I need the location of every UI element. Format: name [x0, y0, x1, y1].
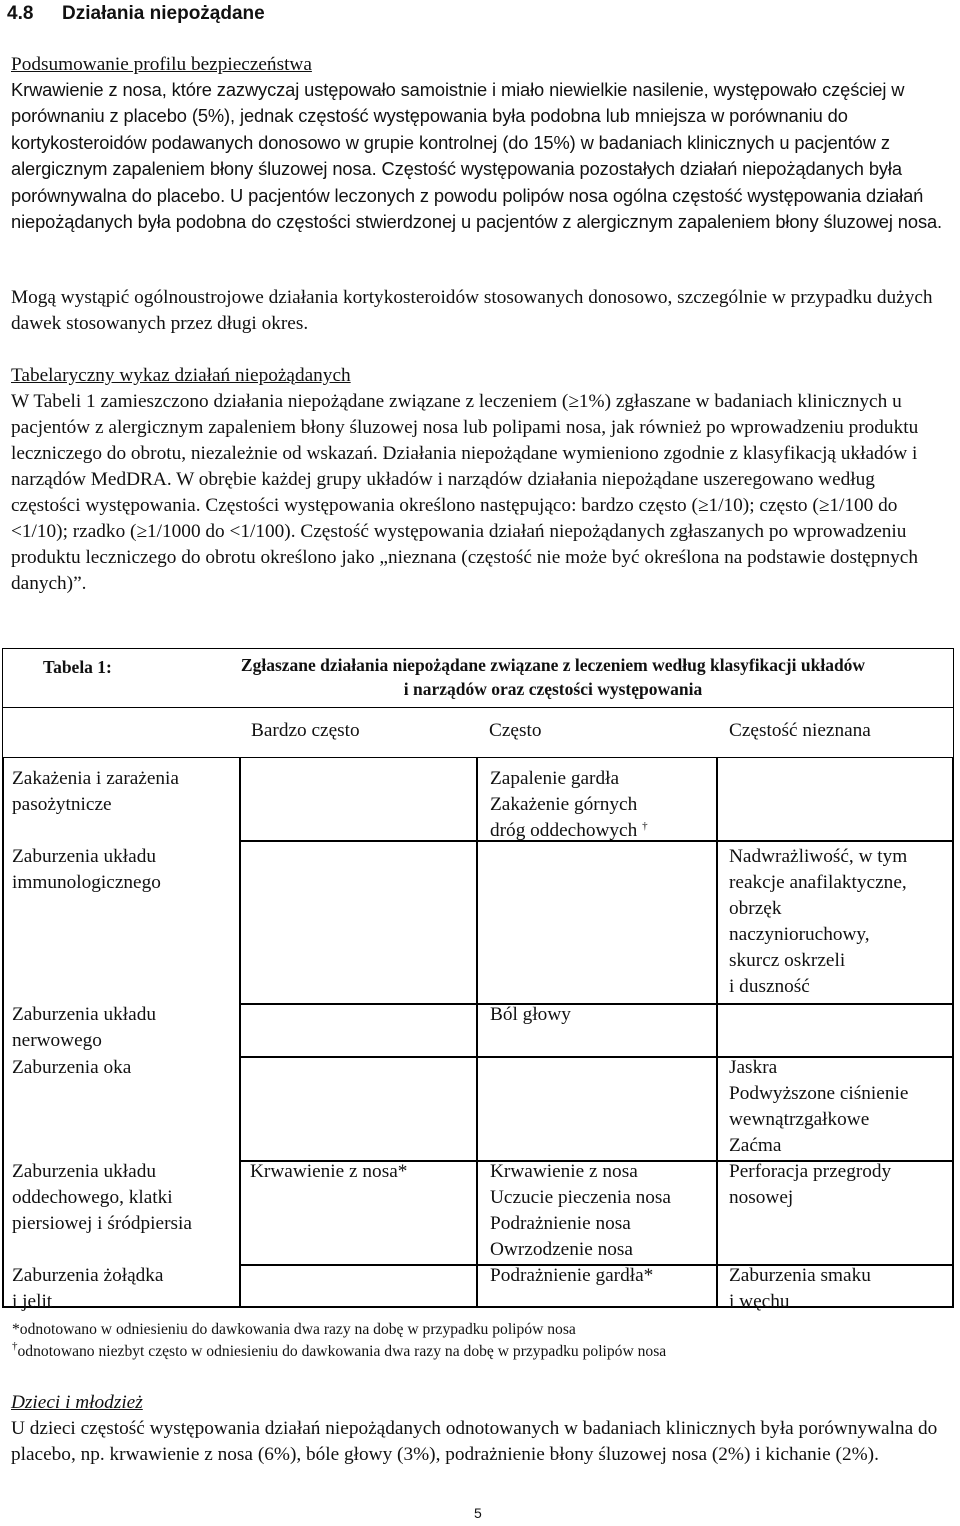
header-unknown: Częstość nieznana [729, 720, 871, 741]
table-row: Zakażenia i zarażenia pasożytnicze [12, 768, 179, 815]
row5-very-common: Krwawienie z nosa* [250, 1161, 408, 1182]
table-row: Zaburzenia układu nerwowego [12, 1004, 157, 1051]
row6-common: Podrażnienie gardła* [490, 1265, 654, 1286]
children-heading: Dzieci i młodzież [11, 1392, 143, 1413]
adverse-reactions-table [2, 648, 954, 1360]
header-very-common: Bardzo często [251, 720, 360, 741]
children-paragraph: U dzieci częstość występowania działań niepożądanych odnotowanych w badaniach klinicznych była porównywalna do placebo, np. krwawienie z nosa (6%), bóle głowy (3%), podrażnienie błony śluzowej nosa (2%) i kichanie (2%). [11, 1418, 938, 1465]
safety-paragraph-2: Mogą wystąpić ogólnoustrojowe działania kortykosteroidów stosowanych donosowo, szczególnie w przypadku dużych dawek stosowanych przez długi okres. [11, 287, 933, 334]
row1-common: Zapalenie gardła Zakażenie górnych dróg oddechowych † [490, 768, 648, 841]
row2-unknown: Nadwrażliwość, w tym reakcje anafilaktyczne, obrzęk naczynioruchowy, skurcz oskrzeli i duszność [729, 846, 908, 997]
footnote-1: *odnotowano w odniesieniu do dawkowania dwa razy na dobę w przypadku polipów nosa [12, 1321, 576, 1338]
row4-unknown: Jaskra Podwyższone ciśnienie wewnątrzgałkowe Zaćma [729, 1057, 909, 1156]
header-common: Często [489, 720, 542, 741]
table-row: Zaburzenia oka [12, 1057, 132, 1078]
table-header-row [2, 708, 954, 758]
safety-heading: Podsumowanie profilu bezpieczeństwa [11, 54, 312, 75]
section-heading [7, 0, 951, 32]
row5-common: Krwawienie z nosa Uczucie pieczenia nosa Podrażnienie nosa Owrzodzenie nosa [490, 1161, 671, 1260]
section-number: 4.8 [7, 3, 34, 24]
table-title-line-2: i narządów oraz częstości występowania [403, 679, 703, 699]
table-title [163, 653, 943, 701]
section-title: Działania niepożądane [62, 3, 265, 24]
document-body [7, 0, 951, 594]
table-row: Zaburzenia układu oddechowego, klatki piersiowej i śródpiersia [12, 1161, 192, 1234]
safety-paragraph-1: Krwawienie z nosa, które zazwyczaj ustępowało samoistnie i miało niewielkie nasilenie, występowało częściej w porównaniu z placebo (5%), jednak częstość występowania była podobna lub mniejsza w porównaniu do kortykosteroidów podawanych donosowo w grupie kontrolnej (do 15%) w badaniach klinicznych u pacjentów z alergicznym zapaleniem błony śluzowej nosa. Częstość występowania pozostałych działań niepożądanych była porównywalna do placebo. U pacjentów leczonych z powodu polipów nosa ogólna częstość występowania działań niepożądanych była podobna do częstości stwierdzonej u pacjentów z alergicznym zapaleniem błony śluzowej nosa. [11, 79, 943, 233]
row3-common: Ból głowy [490, 1004, 571, 1025]
table-caption [2, 648, 954, 708]
tabular-heading: Tabelaryczny wykaz działań niepożądanych [11, 365, 351, 386]
dagger-mark: † [642, 820, 648, 832]
page-number: 5 [474, 1505, 482, 1521]
table-row: Zaburzenia układu immunologicznego [12, 846, 161, 893]
table-row: Zaburzenia żołądka i jelit [12, 1265, 164, 1312]
table-title-line-1: Zgłaszane działania niepożądane związane z leczeniem według klasyfikacji układów [240, 655, 866, 675]
row5-unknown: Perforacja przegrody nosowej [729, 1161, 892, 1208]
table-label: Tabela 1: [43, 657, 112, 677]
tabular-paragraph: W Tabeli 1 zamieszczono działania niepożądane związane z leczeniem (≥1%) zgłaszane w badaniach klinicznych u pacjentów z alergicznym zapaleniem błony śluzowej nosa lub polipami nosa, jak również po wprowadzeniu produktu leczniczego do obrotu, niezależnie od wskazań. Działania niepożądane wymieniono zgodnie z klasyfikacją układów i narządów MedDRA. W obrębie każdej grupy układów i narządów działania niepożądane uszeregowano według częstości występowania. Częstości występowania określono następująco: bardzo często (≥1/10); często (≥1/100 do <1/10); rzadko (≥1/1000 do <1/100). Częstość występowania działań niepożądanych zgłaszanych po wprowadzeniu produktu leczniczego do obrotu określono jako „nieznana (częstość nie może być określona na podstawie dostępnych danych)”. [11, 391, 919, 594]
row6-unknown: Zaburzenia smaku i węchu [729, 1265, 871, 1312]
footnote-2: †odnotowano niezbyt często w odniesieniu do dawkowania dwa razy na dobę w przypadku polipów nosa [12, 1340, 667, 1360]
